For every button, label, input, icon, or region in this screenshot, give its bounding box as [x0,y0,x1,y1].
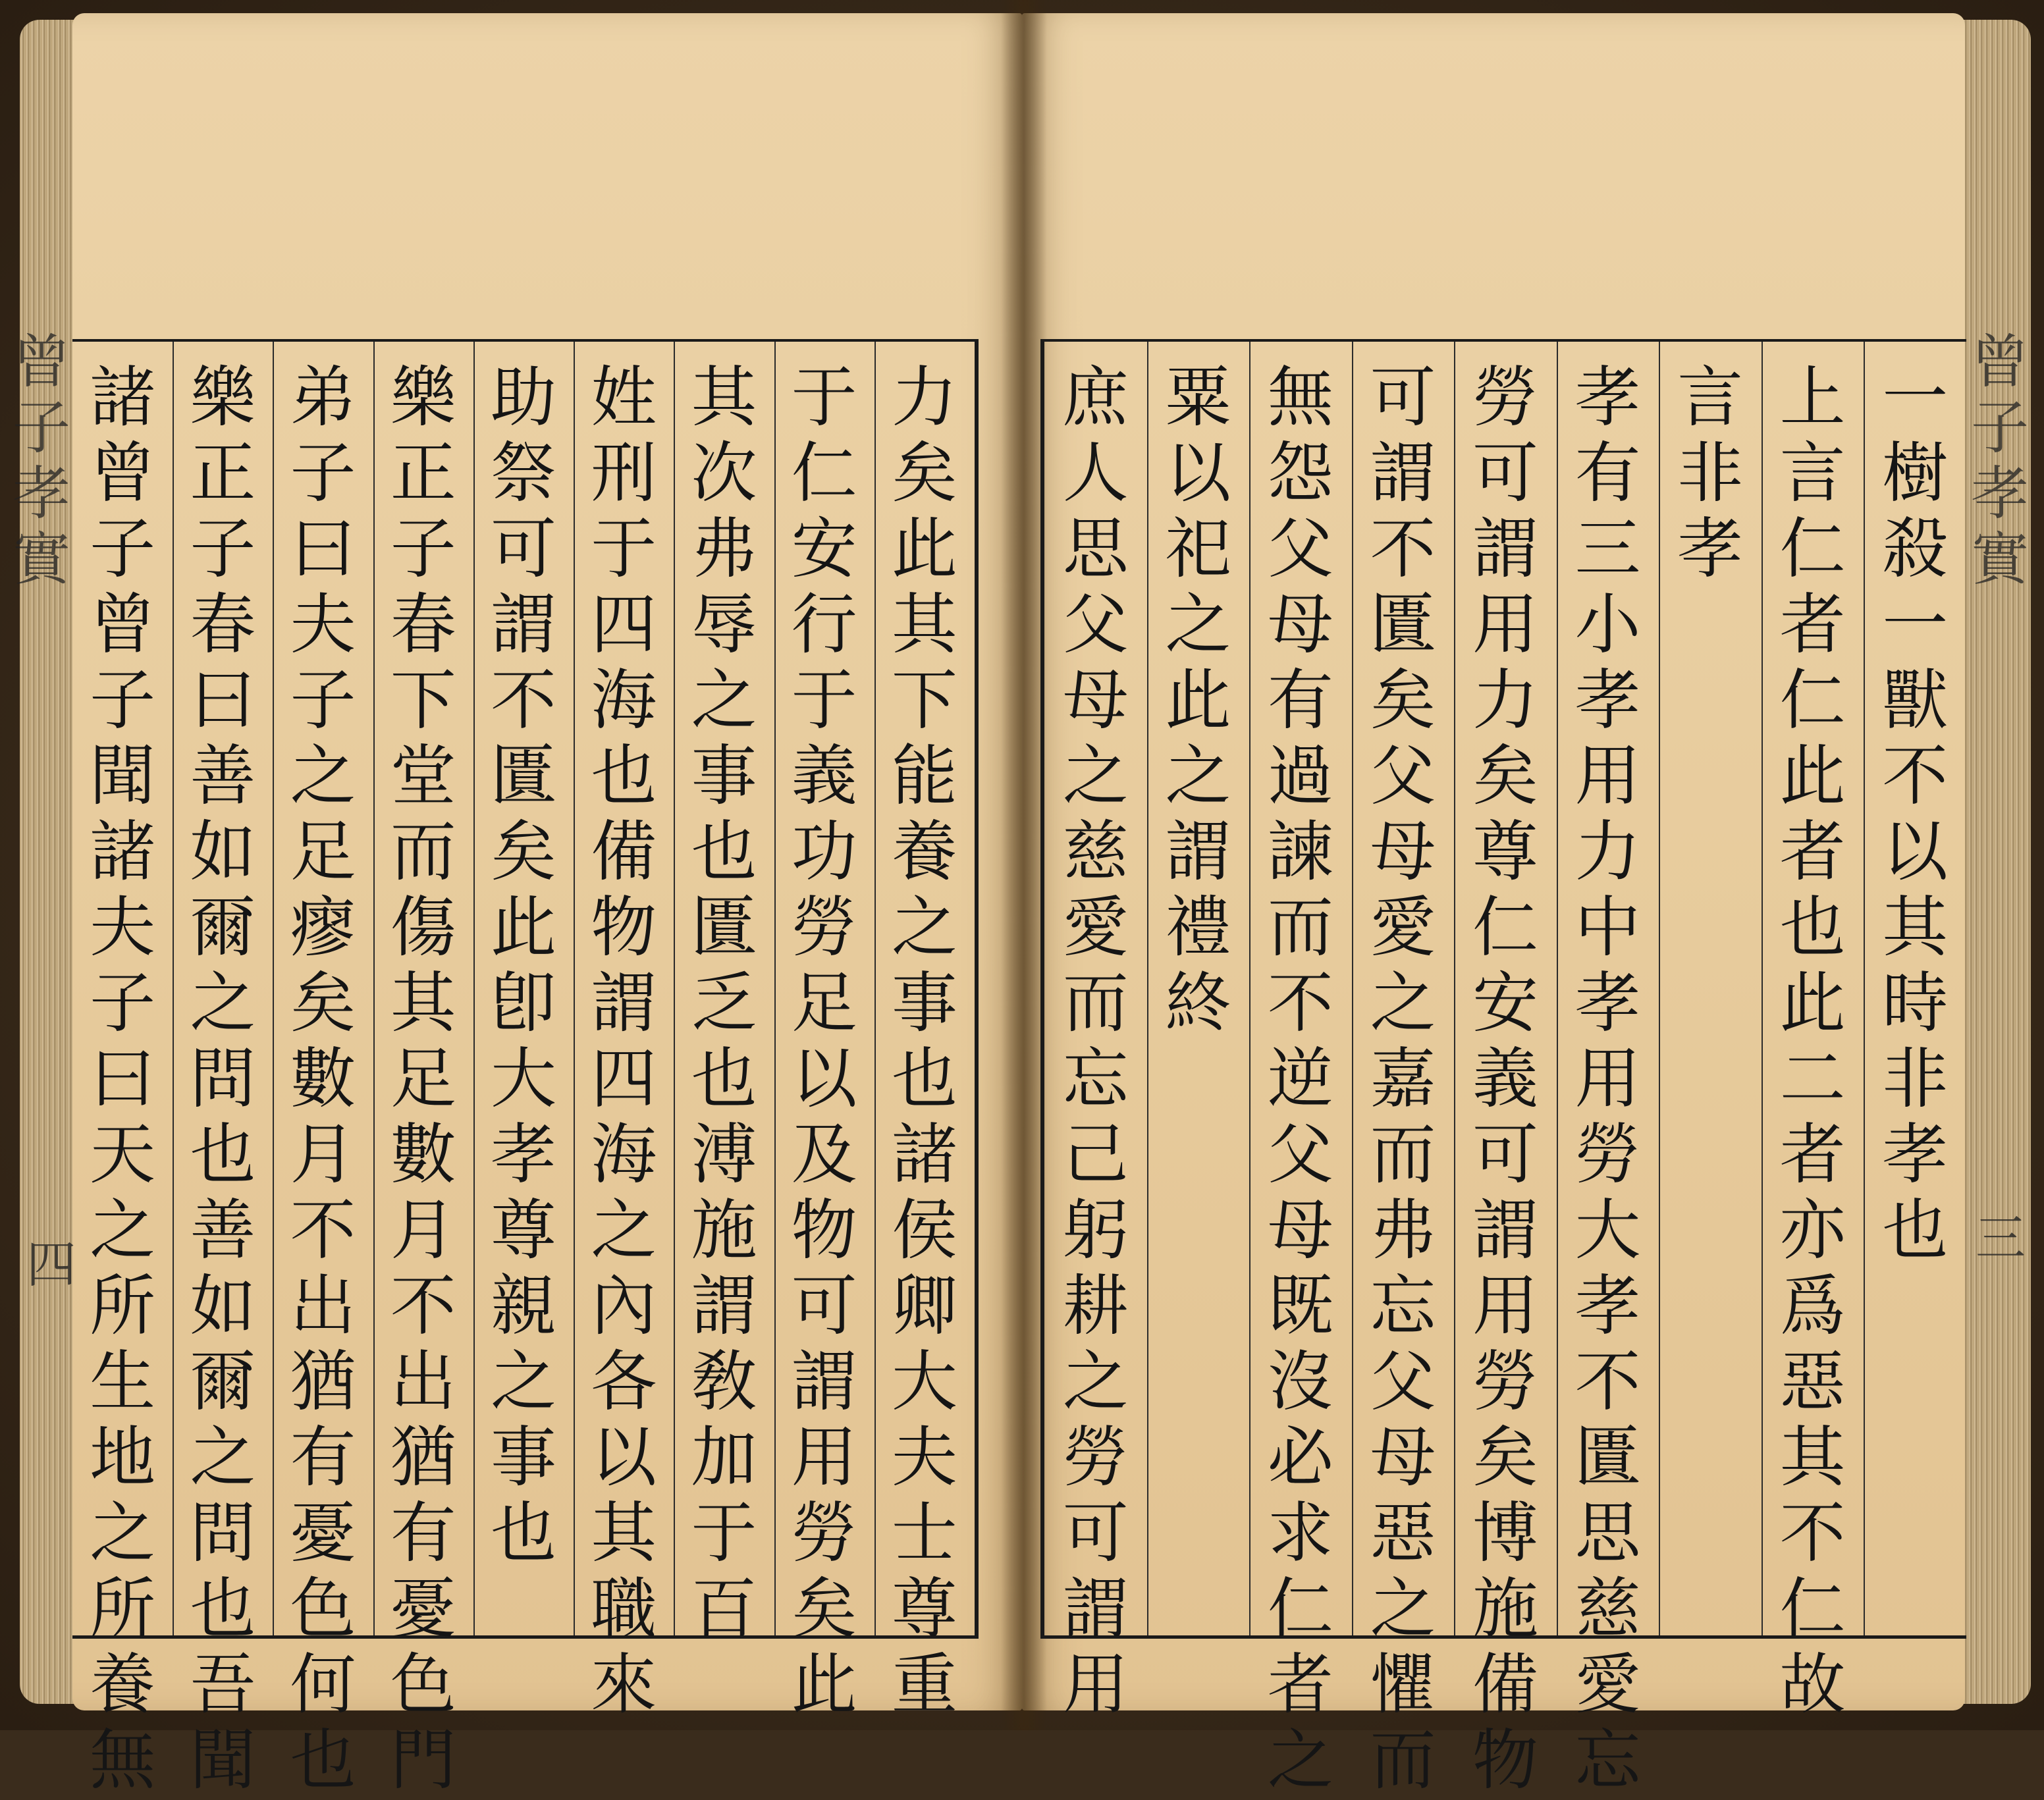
left-banner [12,329,71,1646]
banner-right-char: 曾 [1970,328,2029,396]
column-rule [473,342,475,1635]
left-column-4: 姓 刑 于 四 海 也 備 物 謂 四 海 之 內 各 以 其 職 來 [591,359,657,1723]
column-rule [1352,342,1353,1635]
banner-left-char: 曾 [12,328,70,396]
banner-left-char: 子 [12,394,70,462]
column-rule [1249,342,1251,1635]
column-rule [574,342,575,1635]
column-rule [1454,342,1455,1635]
folio-right: 三 [1976,1209,2026,1267]
right-column-6: 可 謂 不 匱 矣 父 母 愛 之 嘉 而 弗 忘 父 母 惡 之 懼 而 [1370,359,1436,1799]
right-column-8: 粟 以 祀 之 此 之 謂 禮 終 [1165,359,1231,1042]
left-column-9: 諸 曾 子 曾 子 聞 諸 夫 子 曰 天 之 所 生 地 之 所 養 無 [90,359,156,1799]
left-column-6: 樂 正 子 春 下 堂 而 傷 其 足 數 月 不 出 猶 有 憂 色 門 [390,359,456,1799]
left-column-7: 弟 子 曰 夫 子 之 足 瘳 矣 數 月 不 出 猶 有 憂 色 何 也 [290,359,356,1799]
right-column-4: 孝 有 三 小 孝 用 力 中 孝 用 勞 大 孝 不 匱 思 慈 愛 忘 [1574,359,1641,1799]
right-column-2: 上 言 仁 者 仁 此 者 也 此 二 者 亦 爲 惡 其 不 仁 故 [1779,359,1846,1723]
banner-title-right [1970,329,2030,593]
banner-left-char: 孝 [12,460,70,527]
banner-title-left [12,329,71,593]
right-column-7: 無 怨 父 母 有 過 諫 而 不 逆 父 母 既 沒 必 求 仁 者 之 [1267,359,1333,1799]
right-banner [1970,329,2030,1646]
right-column-5: 勞 可 謂 用 力 矣 尊 仁 安 義 可 謂 用 勞 矣 博 施 備 物 [1472,359,1538,1799]
folio-left: 四 [26,1235,76,1294]
column-rule [1147,342,1148,1635]
left-column-1: 力 矣 此 其 下 能 養 之 事 也 諸 侯 卿 大 夫 士 尊 重 [891,359,957,1723]
column-rule [674,342,675,1635]
column-rule [1864,342,1865,1635]
left-column-5: 助 祭 可 謂 不 匱 矣 此 卽 大 孝 尊 親 之 事 也 [491,359,556,1572]
banner-right-char: 實 [1970,525,2029,593]
column-rule [874,342,876,1635]
column-rule [774,342,776,1635]
right-column-1: 一 樹 殺 一 獸 不 以 其 時 非 孝 也 [1882,359,1949,1269]
banner-right-char: 孝 [1970,460,2029,527]
column-rule [1659,342,1660,1635]
column-rule [273,342,274,1635]
right-column-3: 言 非 孝 [1677,359,1744,587]
column-rule [1557,342,1558,1635]
left-text-frame [72,339,979,1799]
banner-right-char: 子 [1970,394,2029,462]
column-rule [373,342,375,1635]
left-column-8: 樂 正 子 春 曰 善 如 爾 之 問 也 善 如 爾 之 問 也 吾 聞 [190,359,256,1799]
column-rule [173,342,174,1635]
banner-left-char: 實 [12,525,70,593]
column-rule [1762,342,1763,1635]
left-column-2: 于 仁 安 行 于 義 功 勞 足 以 及 物 可 謂 用 勞 矣 此 [791,359,857,1723]
left-column-3: 其 次 弗 辱 之 事 也 匱 乏 也 溥 施 謂 敎 加 于 百 [691,359,757,1647]
right-column-9: 庶 人 思 父 母 之 慈 愛 而 忘 己 躬 耕 之 勞 可 謂 用 [1062,359,1129,1723]
right-text-frame [1040,339,1966,1799]
